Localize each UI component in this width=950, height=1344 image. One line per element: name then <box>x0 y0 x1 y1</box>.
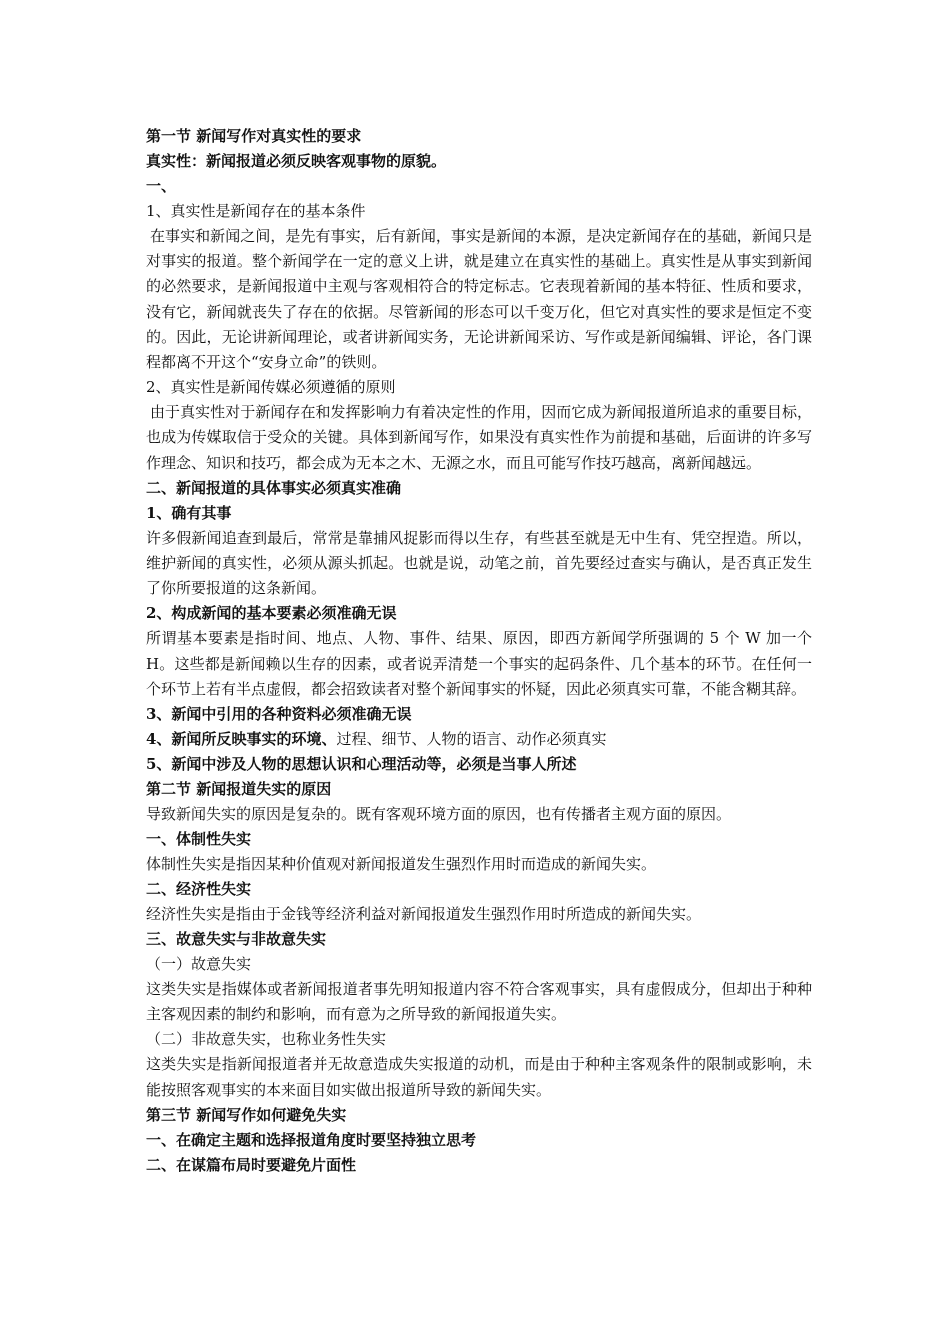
point-1-heading: 1、真实性是新闻存在的基本条件 <box>146 202 366 220</box>
part-2-heading: 二、新闻报道的具体事实必须真实准确 <box>146 478 402 497</box>
requirement-4-rest: 过程、细节、人物的语言、动作必须真实 <box>336 730 607 749</box>
requirement-4-bold: 4、新闻所反映事实的环境、 <box>146 730 337 749</box>
cause-2-heading: 二、经济性失实 <box>146 880 252 899</box>
requirement-5: 5、新闻中涉及人物的思想认识和心理活动等，必须是当事人所述 <box>146 755 577 774</box>
section-3-title: 第三节 新闻写作如何避免失实 <box>146 1105 347 1124</box>
section-3-item-2: 二、在谋篇布局时要避免片面性 <box>146 1155 357 1174</box>
cause-1-body: 体制性失实是指因某种价值观对新闻报道发生强烈作用时而造成的新闻失实。 <box>146 855 657 874</box>
point-1-body: 在事实和新闻之间，是先有事实，后有新闻，事实是新闻的本源，是决定新闻存在的基础，新闻只是对事实的报道。整个新闻学在一定的意义上讲，就是建立在真实性的基础上。真实性是从事实到新闻的必然要求，是新闻报道中主观与客观相符合的特定标志。它表现着新闻的基本特征、性质和要求，没有它，新闻就丧失了存在的依据。尽管新闻的形态可以千变万化，但它对真实性的要求是恒定不变的。因此，无论讲新闻理论，或者讲新闻实务，无论讲新闻采访、写作或是新闻编辑、评论，各门课程都离不开这个“安身立命”的铁则。 <box>146 227 812 372</box>
requirement-4 <box>146 727 812 752</box>
part-1-heading: 一、 <box>146 177 177 195</box>
cause-3b-body: 这类失实是指新闻报道者并无故意造成失实报道的动机，而是由于种种主客观条件的限制或影响，未能按照客观事实的本来面目如实做出报道所导致的新闻失实。 <box>146 1055 812 1099</box>
cause-3-heading: 三、故意失实与非故意失实 <box>146 930 327 949</box>
section-2-title: 第二节 新闻报道失实的原因 <box>146 780 332 799</box>
cause-2-body: 经济性失实是指由于金钱等经济利益对新闻报道发生强烈作用时所造成的新闻失实。 <box>146 905 702 924</box>
requirement-2-heading: 2、构成新闻的基本要素必须准确无误 <box>146 604 397 623</box>
section-2-intro: 导致新闻失实的原因是复杂的。既有客观环境方面的原因，也有传播者主观方面的原因。 <box>146 805 732 824</box>
cause-3b-heading: （二）非故意失实，也称业务性失实 <box>146 1030 387 1049</box>
cause-1-heading: 一、体制性失实 <box>146 830 252 849</box>
section-3-item-1: 一、在确定主题和选择报道角度时要坚持独立思考 <box>146 1130 477 1149</box>
point-2-body: 由于真实性对于新闻存在和发挥影响力有着决定性的作用，因而它成为新闻报道所追求的重要目标，也成为传媒取信于受众的关键。具体到新闻写作，如果没有真实性作为前提和基础，后面讲的许多写作理念、知识和技巧，都会成为无本之木、无源之水，而且可能写作技巧越高，离新闻越远。 <box>146 403 812 472</box>
requirement-2-body: 所谓基本要素是指时间、地点、人物、事件、结果、原因，即西方新闻学所强调的 5 个 W 加一个 H。这些都是新闻赖以生存的因素，或者说弄清楚一个事实的起码条件、几个基本的环节。在任何一个环节上若有半点虚假，都会招致读者对整个新闻事实的怀疑，因此必须真实可靠，不能含糊其辞。 <box>146 629 812 698</box>
requirement-1-heading: 1、确有其事 <box>146 503 232 522</box>
section-1-title: 第一节 新闻写作对真实性的要求 <box>146 127 362 145</box>
cause-3a-body: 这类失实是指媒体或者新闻报道者事先明知报道内容不符合客观事实，具有虚假成分，但却出于种种主客观因素的制约和影响，而有意为之所导致的新闻报道失实。 <box>146 980 812 1024</box>
point-2-heading: 2、真实性是新闻传媒必须遵循的原则 <box>146 378 396 397</box>
requirement-1-body: 许多假新闻追查到最后，常常是靠捕风捉影而得以生存，有些甚至就是无中生有、凭空捏造。所以，维护新闻的真实性，必须从源头抓起。也就是说，动笔之前，首先要经过查实与确认，是否真正发生了你所要报道的这条新闻。 <box>146 528 812 598</box>
requirement-3: 3、新闻中引用的各种资料必须准确无误 <box>146 705 412 724</box>
truthfulness-definition: 真实性：新闻报道必须反映客观事物的原貌。 <box>146 152 447 170</box>
cause-3a-heading: （一）故意失实 <box>146 955 252 974</box>
